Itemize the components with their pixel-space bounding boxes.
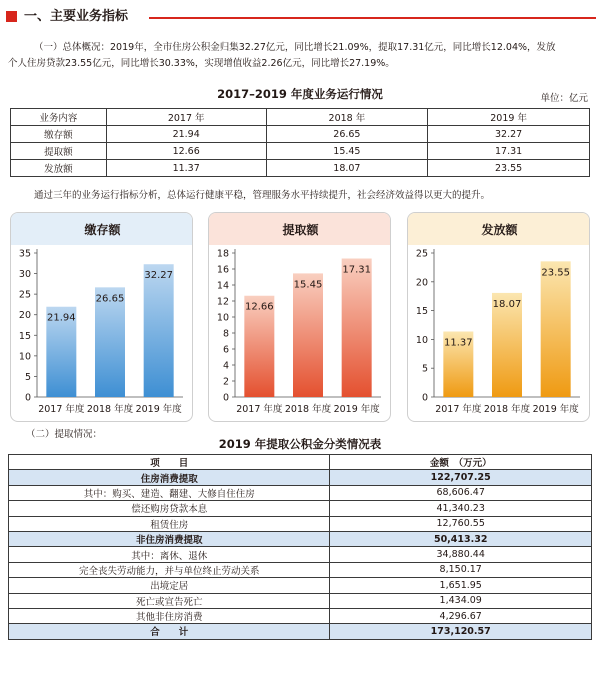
ops-header-cell: 业务内容	[11, 109, 107, 126]
table-row	[9, 578, 592, 593]
chart-card-loan	[407, 212, 590, 422]
x-tick-label: 2017 年度	[435, 404, 482, 415]
withdraw-item-cell: 其中：购买、建造、翻建、大修自住住房	[9, 485, 330, 500]
chart-title: 提取额	[282, 223, 319, 237]
bar-value-label: 17.31	[342, 264, 371, 276]
y-tick-label: 0	[24, 392, 31, 404]
y-tick-label: 25	[415, 248, 428, 260]
table-row	[11, 126, 590, 143]
withdraw-item-cell: 非住房消费提取	[9, 531, 330, 546]
withdraw-amount-cell: 12,760.55	[330, 516, 592, 531]
ops-row-label: 提取额	[11, 143, 107, 160]
red-square-icon	[6, 11, 17, 22]
y-tick-label: 18	[216, 248, 229, 260]
y-tick-label: 12	[216, 296, 229, 308]
ops-row-label: 发放额	[11, 160, 107, 177]
ops-value-cell: 21.94	[106, 126, 266, 143]
withdraw-item-cell: 出境定居	[9, 578, 330, 593]
x-tick-label: 2019 年度	[532, 404, 579, 415]
table-row	[9, 470, 592, 485]
table-row	[9, 608, 592, 623]
y-tick-label: 30	[18, 269, 31, 281]
bar-value-label: 15.45	[293, 279, 323, 291]
withdraw-item-cell: 完全丧失劳动能力，并与单位终止劳动关系	[9, 562, 330, 577]
y-tick-label: 6	[222, 344, 229, 356]
table-row	[9, 516, 592, 531]
chart-card-deposit	[10, 212, 193, 422]
overview-label: （一）	[34, 42, 63, 53]
withdraw-item-cell: 住房消费提取	[9, 470, 330, 485]
ops-value-cell: 26.65	[266, 126, 428, 143]
x-tick-label: 2018 年度	[86, 404, 134, 415]
y-tick-label: 4	[222, 360, 229, 372]
withdraw-amount-cell: 173,120.57	[330, 624, 592, 639]
y-tick-label: 20	[18, 310, 31, 322]
y-tick-label: 20	[415, 277, 428, 289]
table-row	[11, 160, 590, 177]
y-tick-label: 15	[18, 330, 31, 342]
bar-value-label: 32.27	[144, 270, 173, 282]
bar-value-label: 23.55	[541, 267, 570, 279]
withdraw-amount-cell: 4,296.67	[330, 608, 592, 623]
bar-value-label: 18.07	[492, 298, 522, 310]
ops-value-cell: 17.31	[428, 143, 590, 160]
withdraw-item-cell: 偿还购房贷款本息	[9, 501, 330, 516]
table-row	[9, 547, 592, 562]
withdraw-header-cell: 项 目	[9, 455, 330, 470]
withdraw-header-row	[9, 455, 592, 470]
ops-table	[10, 108, 590, 177]
summary-text: 通过三年的业务运行指标分析，总体运行健康平稳，管理服务水平持续提升，社会经济效益得以更大的提升。	[34, 190, 491, 201]
y-tick-label: 10	[216, 312, 229, 324]
ops-header-row	[11, 109, 590, 126]
chart-title: 发放额	[481, 223, 518, 237]
ops-value-cell: 12.66	[106, 143, 266, 160]
table-row	[11, 143, 590, 160]
x-tick-label: 2019 年度	[333, 404, 380, 415]
withdraw-bar-chart	[209, 213, 391, 422]
chart-card-withdraw	[208, 212, 391, 422]
y-tick-label: 14	[216, 280, 229, 292]
chart-title: 缴存额	[84, 223, 121, 237]
y-tick-label: 5	[421, 363, 428, 375]
y-tick-label: 10	[415, 334, 428, 346]
bar-value-label: 11.37	[444, 337, 473, 349]
bar-value-label: 21.94	[47, 312, 76, 324]
withdraw-amount-cell: 1,434.09	[330, 593, 592, 608]
ops-header-cell: 2017 年	[106, 109, 266, 126]
loan-bar-chart	[408, 213, 590, 422]
y-tick-label: 2	[222, 376, 229, 388]
y-tick-label: 10	[18, 351, 31, 363]
bar	[541, 261, 571, 397]
withdraw-category-table	[8, 454, 592, 640]
ops-header-cell: 2018 年	[266, 109, 428, 126]
withdraw-amount-cell: 68,606.47	[330, 485, 592, 500]
table-row	[9, 501, 592, 516]
overview-line-1: 总体概况：2019年，全市住房公积金归集32.27亿元，同比增长21.09%，提取17.31亿元，同比增长12.04%，发放	[62, 42, 556, 53]
withdraw-table-title: 2019 年提取公积金分类情况表	[218, 437, 382, 451]
ops-table-unit: 单位：亿元	[540, 93, 588, 104]
overview-paragraph	[8, 40, 592, 72]
y-tick-label: 5	[24, 371, 31, 383]
table-row	[9, 562, 592, 577]
bar-value-label: 12.66	[245, 301, 274, 313]
withdraw-item-cell: 合 计	[9, 624, 330, 639]
withdraw-header-cell: 金额 （万元）	[330, 455, 592, 470]
y-tick-label: 8	[222, 328, 229, 340]
x-tick-label: 2017 年度	[38, 404, 85, 415]
withdraw-item-cell: 其中：离休、退休	[9, 547, 330, 562]
ops-value-cell: 15.45	[266, 143, 428, 160]
table-row	[9, 485, 592, 500]
ops-row-label: 缴存额	[11, 126, 107, 143]
table-row	[9, 593, 592, 608]
y-tick-label: 0	[421, 392, 428, 404]
ops-value-cell: 32.27	[428, 126, 590, 143]
withdraw-amount-cell: 41,340.23	[330, 501, 592, 516]
x-tick-label: 2017 年度	[236, 404, 283, 415]
section-header	[4, 8, 596, 28]
bar	[144, 264, 174, 397]
deposit-bar-chart	[11, 213, 193, 422]
x-tick-label: 2019 年度	[135, 404, 182, 415]
y-tick-label: 0	[222, 392, 229, 404]
x-tick-label: 2018 年度	[483, 404, 531, 415]
withdraw-amount-cell: 50,413.32	[330, 531, 592, 546]
x-tick-label: 2018 年度	[284, 404, 332, 415]
overview-line-2: 个人住房贷款23.55亿元，同比增长30.33%，实现增值收益2.26亿元，同比增长27.19%。	[8, 58, 395, 69]
y-tick-label: 35	[18, 248, 31, 260]
bar-value-label: 26.65	[95, 293, 125, 305]
table-row	[9, 624, 592, 639]
ops-value-cell: 11.37	[106, 160, 266, 177]
ops-header-cell: 2019 年	[428, 109, 590, 126]
withdraw-item-cell: 租赁住房	[9, 516, 330, 531]
bar	[342, 259, 372, 397]
withdraw-amount-cell: 1,651.95	[330, 578, 592, 593]
bar	[293, 273, 323, 397]
withdraw-amount-cell: 34,880.44	[330, 547, 592, 562]
withdraw-label: （二）提取情况：	[26, 429, 103, 440]
y-tick-label: 25	[18, 289, 31, 301]
section-rule	[149, 17, 596, 19]
section-title: 一、主要业务指标	[24, 9, 129, 24]
withdraw-item-cell: 死亡或宣告死亡	[9, 593, 330, 608]
ops-table-title: 2017–2019 年度业务运行情况	[217, 87, 383, 101]
y-tick-label: 16	[216, 264, 229, 276]
table-row	[9, 531, 592, 546]
y-tick-label: 15	[415, 306, 428, 318]
withdraw-amount-cell: 122,707.25	[330, 470, 592, 485]
ops-value-cell: 23.55	[428, 160, 590, 177]
withdraw-amount-cell: 8,150.17	[330, 562, 592, 577]
ops-value-cell: 18.07	[266, 160, 428, 177]
withdraw-item-cell: 其他非住房消费	[9, 608, 330, 623]
